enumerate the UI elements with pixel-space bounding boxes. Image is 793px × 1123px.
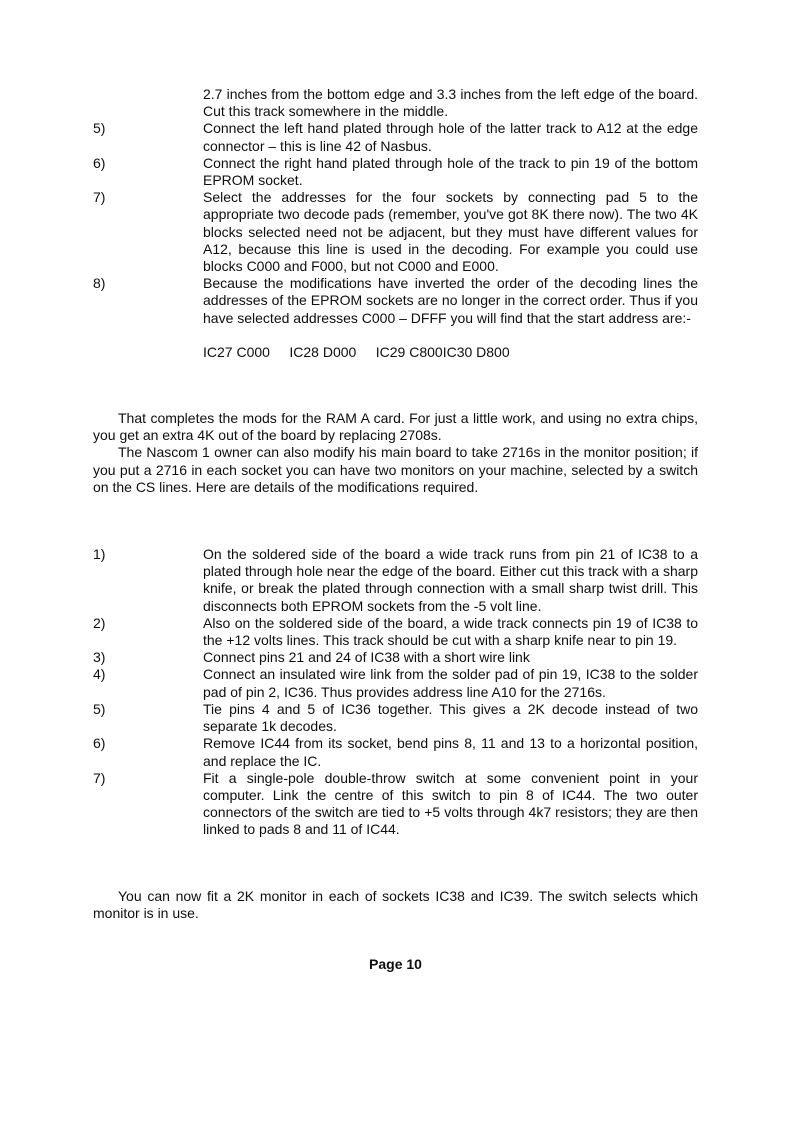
- list-item-number: 4): [93, 666, 106, 683]
- list-item: [93, 155, 698, 189]
- list-item-number: 2): [93, 614, 106, 631]
- list-item-number: 5): [93, 700, 106, 717]
- list-item-continuation-text: 2.7 inches from the bottom edge and 3.3 inches from the left edge of the board. Cut this track somewhere in the middle.: [203, 86, 698, 120]
- list-item: [93, 189, 698, 275]
- list-item-text: On the soldered side of the board a wide track runs from pin 21 of IC38 to a plated through hole near the edge of the board. Either cut this track with a sharp knife, or break the plated through connection with a small sharp twist drill. This disconnects both EPROM sockets from the -5 volt line.: [203, 546, 698, 614]
- paragraph: You can now fit a 2K monitor in each of sockets IC38 and IC39. The switch selects which monitor is in use.: [93, 887, 698, 921]
- list-item-number: 6): [93, 735, 106, 752]
- list-item: [93, 649, 698, 666]
- ic-address-assignments: IC27 C000 IC28 D000 IC29 C800IC30 D800: [203, 343, 510, 360]
- list-item: [93, 546, 698, 615]
- list-item-number: 7): [93, 189, 106, 206]
- list-item-text: Select the addresses for the four sockets by connecting pad 5 to the appropriate two decode pads (remember, you've got 8K there now). The two 4K blocks selected need not be adjacent, but they must have different values for A12, because this line is used in the decoding. For example you could use blocks C000 and F000, but not C000 and E000.: [203, 189, 698, 275]
- list-item: [93, 666, 698, 700]
- list-item-number: 7): [93, 769, 106, 786]
- list-item: [93, 615, 698, 649]
- list-item: [93, 120, 698, 154]
- list-item: [93, 275, 698, 327]
- list-item-text: Connect the left hand plated through hole of the latter track to A12 at the edge connector – this is line 42 of Nasbus.: [203, 120, 698, 154]
- list-item-number: 8): [93, 275, 106, 292]
- list-item-number: 1): [93, 546, 106, 563]
- list-item-number: 5): [93, 120, 106, 137]
- list-item-text: Connect an insulated wire link from the solder pad of pin 19, IC38 to the solder pad of pin 2, IC36. Thus provides address line A10 for the 2716s.: [203, 666, 698, 700]
- list-item-text: Connect the right hand plated through hole of the track to pin 19 of the bottom EPROM socket.: [203, 154, 698, 189]
- list-item-text: Because the modifications have inverted the order of the decoding lines the addresses of the EPROM sockets are no longer in the correct order. Thus if you have selected addresses C000 – DFFF you will find that the start address are:-: [203, 275, 698, 326]
- page-content: [93, 86, 698, 973]
- paragraph: That completes the mods for the RAM A card. For just a little work, and using no extra chips, you get an extra 4K out of the board by replacing 2708s.: [93, 410, 698, 444]
- list-item-number: 3): [93, 649, 106, 666]
- paragraph: The Nascom 1 owner can also modify his main board to take 2716s in the monitor position; if you put a 2716 in each socket you can have two monitors on your machine, selected by a switch on the CS lines. Here are details of the modifications required.: [93, 444, 698, 495]
- list-item: [93, 701, 698, 735]
- list-item-text: Remove IC44 from its socket, bend pins 8, 11 and 13 to a horizontal position, and replace the IC.: [203, 735, 698, 769]
- list-item-text: Fit a single-pole double-throw switch at some convenient point in your computer. Link the centre of this switch to pin 8 of IC44. The two outer connectors of the switch are tied to +5 volts through 4k7 resistors; they are then linked to pads 8 and 11 of IC44.: [203, 769, 698, 838]
- list-item: [93, 770, 698, 839]
- list-item-text: Connect pins 21 and 24 of IC38 with a short wire link: [203, 649, 530, 666]
- modification-steps-list: [93, 546, 698, 838]
- page-number: Page 10: [369, 955, 422, 972]
- list-item-text: Tie pins 4 and 5 of IC36 together. This gives a 2K decode instead of two separate 1k decodes.: [203, 700, 698, 735]
- list-item: [93, 735, 698, 769]
- list-item-text: Also on the soldered side of the board, a wide track connects pin 19 of IC38 to the +12 volts lines. This track should be cut with a sharp knife near to pin 19.: [203, 614, 698, 649]
- list-item-number: 6): [93, 154, 106, 171]
